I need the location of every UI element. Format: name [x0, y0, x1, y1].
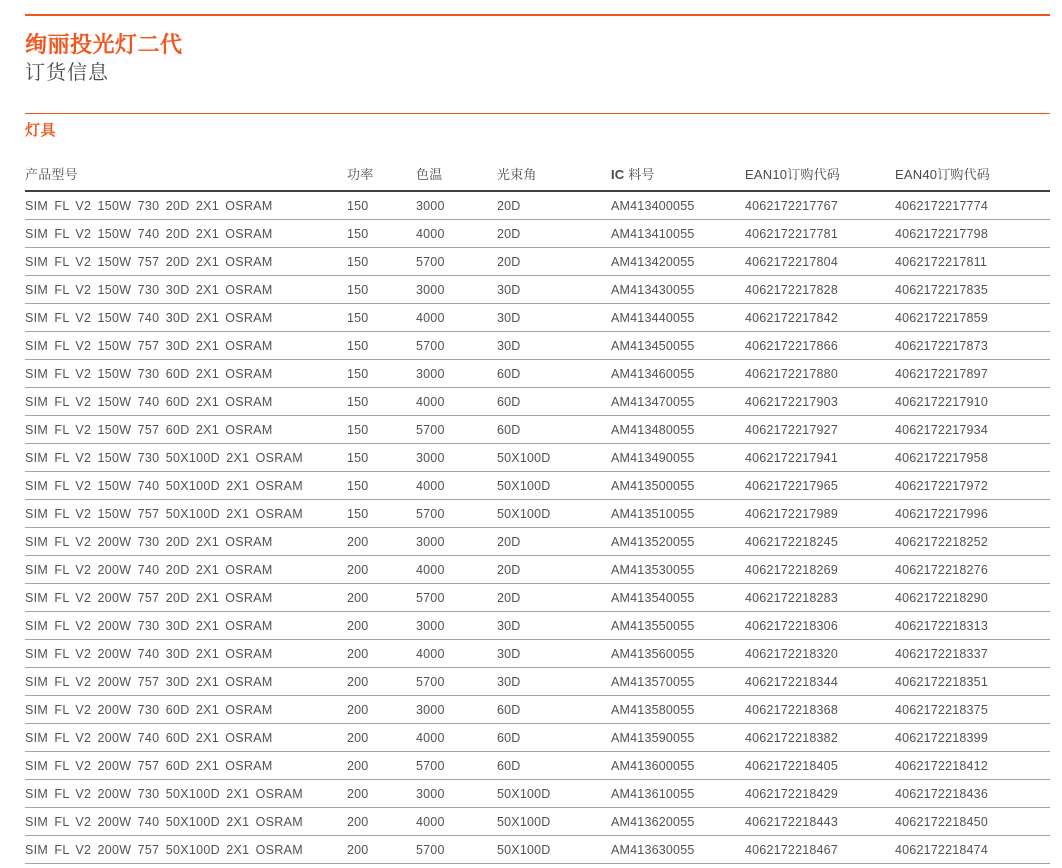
cell-cct: 4000 — [416, 388, 497, 416]
cell-cct: 4000 — [416, 220, 497, 248]
cell-ean40: 4062172218351 — [895, 668, 1050, 696]
cell-cct: 4000 — [416, 640, 497, 668]
cell-model: SIM FL V2 150W 757 50X100D 2X1 OSRAM — [25, 500, 347, 528]
cell-cct: 4000 — [416, 304, 497, 332]
cell-power: 150 — [347, 472, 416, 500]
cell-ean40: 4062172217811 — [895, 248, 1050, 276]
cell-power: 150 — [347, 388, 416, 416]
cell-model: SIM FL V2 200W 730 30D 2X1 OSRAM — [25, 612, 347, 640]
cell-power: 200 — [347, 696, 416, 724]
cell-ean40: 4062172217958 — [895, 444, 1050, 472]
cell-ean10: 4062172217804 — [745, 248, 895, 276]
cell-power: 150 — [347, 220, 416, 248]
cell-beam: 30D — [497, 668, 611, 696]
cell-power: 200 — [347, 752, 416, 780]
cell-ic: AM413460055 — [611, 360, 745, 388]
cell-ic: AM413620055 — [611, 808, 745, 836]
table-row — [25, 584, 1050, 612]
column-header-ean10: EAN10订购代码 — [745, 141, 895, 191]
cell-ean10: 4062172217767 — [745, 191, 895, 220]
table-row — [25, 388, 1050, 416]
cell-ean10: 4062172217866 — [745, 332, 895, 360]
cell-model: SIM FL V2 150W 740 50X100D 2X1 OSRAM — [25, 472, 347, 500]
cell-cct: 5700 — [416, 416, 497, 444]
cell-ic: AM413510055 — [611, 500, 745, 528]
cell-beam: 20D — [497, 248, 611, 276]
cell-ean40: 4062172217859 — [895, 304, 1050, 332]
cell-power: 200 — [347, 612, 416, 640]
table-row — [25, 808, 1050, 836]
table-row — [25, 780, 1050, 808]
cell-cct: 5700 — [416, 248, 497, 276]
cell-beam: 20D — [497, 191, 611, 220]
cell-power: 150 — [347, 416, 416, 444]
table-row — [25, 416, 1050, 444]
cell-ean40: 4062172217996 — [895, 500, 1050, 528]
cell-cct: 5700 — [416, 332, 497, 360]
cell-model: SIM FL V2 200W 740 30D 2X1 OSRAM — [25, 640, 347, 668]
cell-beam: 60D — [497, 388, 611, 416]
cell-ean40: 4062172217910 — [895, 388, 1050, 416]
cell-ean10: 4062172218382 — [745, 724, 895, 752]
table-row — [25, 724, 1050, 752]
cell-cct: 3000 — [416, 780, 497, 808]
cell-ean10: 4062172218467 — [745, 836, 895, 864]
cell-beam: 50X100D — [497, 500, 611, 528]
cell-ean10: 4062172218429 — [745, 780, 895, 808]
cell-cct: 4000 — [416, 724, 497, 752]
cell-beam: 20D — [497, 556, 611, 584]
cell-ic: AM413500055 — [611, 472, 745, 500]
table-row — [25, 836, 1050, 864]
cell-beam: 50X100D — [497, 836, 611, 864]
cell-ean40: 4062172217873 — [895, 332, 1050, 360]
cell-beam: 60D — [497, 724, 611, 752]
cell-cct: 3000 — [416, 360, 497, 388]
cell-ean40: 4062172218450 — [895, 808, 1050, 836]
cell-ean40: 4062172218252 — [895, 528, 1050, 556]
cell-ean40: 4062172217798 — [895, 220, 1050, 248]
cell-ic: AM413450055 — [611, 332, 745, 360]
table-row — [25, 360, 1050, 388]
cell-power: 150 — [347, 332, 416, 360]
cell-ean10: 4062172218405 — [745, 752, 895, 780]
cell-ean40: 4062172218313 — [895, 612, 1050, 640]
cell-ic: AM413580055 — [611, 696, 745, 724]
cell-ean40: 4062172218399 — [895, 724, 1050, 752]
cell-ic: AM413530055 — [611, 556, 745, 584]
cell-beam: 50X100D — [497, 444, 611, 472]
cell-ean40: 4062172217835 — [895, 276, 1050, 304]
cell-beam: 20D — [497, 220, 611, 248]
cell-ean10: 4062172217828 — [745, 276, 895, 304]
cell-power: 200 — [347, 836, 416, 864]
table-row — [25, 696, 1050, 724]
cell-model: SIM FL V2 200W 740 20D 2X1 OSRAM — [25, 556, 347, 584]
top-divider — [25, 14, 1050, 16]
table-row — [25, 500, 1050, 528]
cell-ean10: 4062172218306 — [745, 612, 895, 640]
cell-ean10: 4062172217965 — [745, 472, 895, 500]
cell-ean40: 4062172217774 — [895, 191, 1050, 220]
cell-ean10: 4062172217927 — [745, 416, 895, 444]
cell-power: 150 — [347, 304, 416, 332]
cell-cct: 4000 — [416, 556, 497, 584]
cell-beam: 30D — [497, 612, 611, 640]
cell-ean10: 4062172217842 — [745, 304, 895, 332]
cell-beam: 30D — [497, 276, 611, 304]
cell-cct: 3000 — [416, 696, 497, 724]
table-head — [25, 141, 1050, 191]
cell-ean40: 4062172218474 — [895, 836, 1050, 864]
column-header-power: 功率 — [347, 141, 416, 191]
section-divider — [25, 113, 1050, 115]
column-header-model: 产品型号 — [25, 141, 347, 191]
cell-cct: 5700 — [416, 584, 497, 612]
cell-ean40: 4062172217934 — [895, 416, 1050, 444]
section-title-luminaires: 灯具 — [25, 122, 57, 139]
cell-ean10: 4062172218320 — [745, 640, 895, 668]
cell-power: 150 — [347, 248, 416, 276]
cell-ean10: 4062172218344 — [745, 668, 895, 696]
cell-ic: AM413570055 — [611, 668, 745, 696]
table-row — [25, 528, 1050, 556]
cell-power: 150 — [347, 444, 416, 472]
table-row — [25, 612, 1050, 640]
cell-ean40: 4062172218375 — [895, 696, 1050, 724]
cell-beam: 50X100D — [497, 808, 611, 836]
cell-cct: 3000 — [416, 612, 497, 640]
table-row — [25, 556, 1050, 584]
cell-ic: AM413410055 — [611, 220, 745, 248]
table-row — [25, 332, 1050, 360]
cell-model: SIM FL V2 200W 757 30D 2X1 OSRAM — [25, 668, 347, 696]
cell-power: 200 — [347, 668, 416, 696]
cell-cct: 3000 — [416, 191, 497, 220]
cell-cct: 5700 — [416, 836, 497, 864]
cell-model: SIM FL V2 150W 730 30D 2X1 OSRAM — [25, 276, 347, 304]
cell-beam: 30D — [497, 304, 611, 332]
page-content — [25, 14, 1050, 864]
cell-ic: AM413600055 — [611, 752, 745, 780]
cell-ean40: 4062172218436 — [895, 780, 1050, 808]
column-header-ic: IC 料号 — [611, 141, 745, 191]
table-row — [25, 220, 1050, 248]
cell-power: 200 — [347, 528, 416, 556]
cell-model: SIM FL V2 200W 730 20D 2X1 OSRAM — [25, 528, 347, 556]
cell-ean10: 4062172217903 — [745, 388, 895, 416]
cell-ean10: 4062172218283 — [745, 584, 895, 612]
table-row — [25, 668, 1050, 696]
cell-model: SIM FL V2 200W 757 50X100D 2X1 OSRAM — [25, 836, 347, 864]
cell-ean10: 4062172217989 — [745, 500, 895, 528]
cell-beam: 20D — [497, 528, 611, 556]
cell-power: 200 — [347, 556, 416, 584]
cell-power: 150 — [347, 276, 416, 304]
cell-beam: 60D — [497, 360, 611, 388]
table-body — [25, 191, 1050, 864]
cell-ic: AM413550055 — [611, 612, 745, 640]
cell-ic: AM413400055 — [611, 191, 745, 220]
table-row — [25, 248, 1050, 276]
cell-ean40: 4062172218412 — [895, 752, 1050, 780]
cell-model: SIM FL V2 200W 730 50X100D 2X1 OSRAM — [25, 780, 347, 808]
cell-power: 200 — [347, 808, 416, 836]
cell-power: 150 — [347, 500, 416, 528]
cell-model: SIM FL V2 150W 730 50X100D 2X1 OSRAM — [25, 444, 347, 472]
cell-ean10: 4062172218443 — [745, 808, 895, 836]
cell-model: SIM FL V2 150W 740 60D 2X1 OSRAM — [25, 388, 347, 416]
cell-ic: AM413520055 — [611, 528, 745, 556]
cell-model: SIM FL V2 200W 740 60D 2X1 OSRAM — [25, 724, 347, 752]
cell-ean10: 4062172217781 — [745, 220, 895, 248]
cell-cct: 5700 — [416, 668, 497, 696]
cell-beam: 50X100D — [497, 472, 611, 500]
cell-cct: 3000 — [416, 276, 497, 304]
cell-ean40: 4062172218337 — [895, 640, 1050, 668]
cell-ic: AM413430055 — [611, 276, 745, 304]
page-subtitle: 订货信息 — [25, 61, 109, 84]
cell-ean10: 4062172218245 — [745, 528, 895, 556]
cell-ean10: 4062172218368 — [745, 696, 895, 724]
page-title: 绚丽投光灯二代 — [25, 31, 183, 57]
cell-power: 200 — [347, 724, 416, 752]
cell-model: SIM FL V2 200W 757 60D 2X1 OSRAM — [25, 752, 347, 780]
cell-ean10: 4062172217941 — [745, 444, 895, 472]
table-row — [25, 276, 1050, 304]
table-row — [25, 472, 1050, 500]
cell-model: SIM FL V2 150W 757 30D 2X1 OSRAM — [25, 332, 347, 360]
cell-power: 200 — [347, 780, 416, 808]
cell-model: SIM FL V2 150W 740 20D 2X1 OSRAM — [25, 220, 347, 248]
table-row — [25, 640, 1050, 668]
cell-cct: 5700 — [416, 500, 497, 528]
cell-ic: AM413540055 — [611, 584, 745, 612]
cell-ic: AM413470055 — [611, 388, 745, 416]
cell-beam: 60D — [497, 416, 611, 444]
ordering-info-table — [25, 141, 1050, 864]
cell-power: 150 — [347, 360, 416, 388]
cell-model: SIM FL V2 150W 740 30D 2X1 OSRAM — [25, 304, 347, 332]
table-row — [25, 752, 1050, 780]
cell-ic: AM413630055 — [611, 836, 745, 864]
cell-power: 200 — [347, 584, 416, 612]
table-row — [25, 304, 1050, 332]
cell-ic: AM413440055 — [611, 304, 745, 332]
cell-ean10: 4062172217880 — [745, 360, 895, 388]
cell-ic: AM413610055 — [611, 780, 745, 808]
cell-cct: 3000 — [416, 528, 497, 556]
table-header-row — [25, 141, 1050, 191]
cell-ean10: 4062172218269 — [745, 556, 895, 584]
cell-ic: AM413480055 — [611, 416, 745, 444]
cell-cct: 3000 — [416, 444, 497, 472]
cell-cct: 4000 — [416, 472, 497, 500]
cell-model: SIM FL V2 150W 757 60D 2X1 OSRAM — [25, 416, 347, 444]
cell-power: 200 — [347, 640, 416, 668]
cell-beam: 50X100D — [497, 780, 611, 808]
cell-model: SIM FL V2 200W 757 20D 2X1 OSRAM — [25, 584, 347, 612]
cell-ic: AM413590055 — [611, 724, 745, 752]
column-header-ean40: EAN40订购代码 — [895, 141, 1050, 191]
cell-model: SIM FL V2 150W 730 20D 2X1 OSRAM — [25, 191, 347, 220]
cell-model: SIM FL V2 200W 730 60D 2X1 OSRAM — [25, 696, 347, 724]
column-header-cct: 色温 — [416, 141, 497, 191]
cell-beam: 30D — [497, 640, 611, 668]
cell-beam: 60D — [497, 696, 611, 724]
cell-ic: AM413420055 — [611, 248, 745, 276]
cell-ic: AM413490055 — [611, 444, 745, 472]
table-row — [25, 191, 1050, 220]
cell-cct: 5700 — [416, 752, 497, 780]
cell-ic: AM413560055 — [611, 640, 745, 668]
column-header-beam: 光束角 — [497, 141, 611, 191]
cell-power: 150 — [347, 191, 416, 220]
cell-model: SIM FL V2 150W 730 60D 2X1 OSRAM — [25, 360, 347, 388]
cell-ean40: 4062172217972 — [895, 472, 1050, 500]
cell-cct: 4000 — [416, 808, 497, 836]
cell-model: SIM FL V2 150W 757 20D 2X1 OSRAM — [25, 248, 347, 276]
cell-beam: 20D — [497, 584, 611, 612]
cell-ean40: 4062172217897 — [895, 360, 1050, 388]
cell-beam: 60D — [497, 752, 611, 780]
cell-ean40: 4062172218276 — [895, 556, 1050, 584]
cell-beam: 30D — [497, 332, 611, 360]
table-row — [25, 444, 1050, 472]
cell-model: SIM FL V2 200W 740 50X100D 2X1 OSRAM — [25, 808, 347, 836]
cell-ean40: 4062172218290 — [895, 584, 1050, 612]
